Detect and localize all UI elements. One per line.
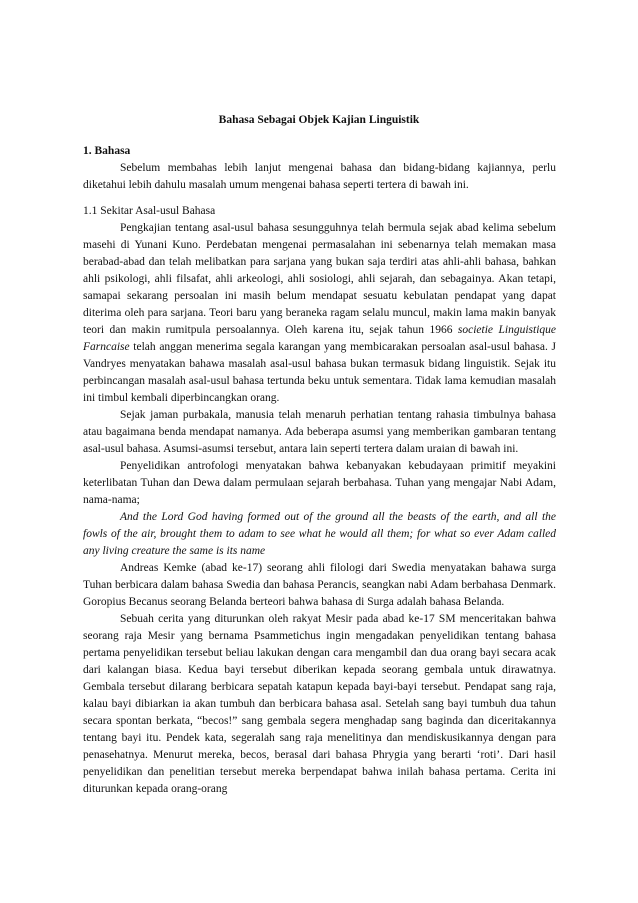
paragraph-text: Pengkajian tentang asal-usul bahasa sesungguhnya telah bermula sejak abad kelima sebelum masehi di Yunani Kuno. Perdebatan mengenai permasalahan ini sebenarnya telah memakan masa berabad-abad dan telah melibatkan para sarjana yang bukan saja terdiri atas ahli-ahli bahasa, bahkan ahli psikologi, ahli filsafat, ahli arkeologi, ahli sosiologi, ahli sejarah, dan sebagainya. Akan tetapi, samapai sekarang persoalan ini masih belum mendapat sesuatu kebulatan pendapat yang dapat diterima oleh para sarjana. Teori baru yang beraneka ragam selalu muncul, makin lama makin banyak teori dan makin rumitpula persoalannya. Oleh karena itu, sejak tahun 1966 xyxy=(83,222,556,336)
paragraph-purbakala: Sejak jaman purbakala, manusia telah menaruh perhatian tentang rahasia timbulnya bahasa atau bagaimana benda mendapat namanya. Ada beberapa asumsi yang memberikan gambaran tentang asal-usul bahasa. Asumsi-asumsi tersebut, antara lain seperti tertera dalam uraian di bawah ini. xyxy=(83,409,556,455)
spacer xyxy=(83,194,556,203)
paragraph-antrofologi: Penyelidikan antrofologi menyatakan bahwa kebanyakan kebudayaan primitif meyakini keterlibatan Tuhan dan Dewa dalam permulaan sejarah berbahasa. Tuhan yang mengajar Nabi Adam, nama-nama; xyxy=(83,460,556,506)
paragraph-text: telah anggan menerima segala karangan yang membicarakan persoalan asal-usul bahasa. J Vandryes menyatakan bahawa masalah asal-usul bahasa bukan termasuk bidang linguistik. Sejak itu perbincangan masalah asal-usul bahasa tertunda beku untuk sementara. Tidak lama kemudian masalah ini timbul kembali diperbincangkan orang. xyxy=(83,341,556,404)
paragraph-pengkajian xyxy=(83,220,556,407)
paragraph-mesir: Sebuah cerita yang diturunkan oleh rakyat Mesir pada abad ke-17 SM menceritakan bahwa seorang raja Mesir yang bernama Psammetichus ingin mengadakan penyelidikan tentang bahasa pertama penyelidikan tersebut beliau lakukan dengan cara mengambil dan dua orang bayi secara acak dari kalangan biasa. Kedua bayi tersebut diberikan kepada seorang gembala untuk dirawatnya. Gembala tersebut dilarang berbicara sepatah katapun kepada bayi-bayi tersebut. Pendapat sang raja, kalau bayi dibiarkan ia akan tumbuh dan berbicara bahasa asal. Setelah sang bayi tumbuh dua tahun secara spontan berkata, “becos!” sang gembala segera menghadap sang baginda dan diceritakannya tentang bayi itu. Pendek kata, segeralah sang raja menelitinya dan mendiskusikannya dengan para penasehatnya. Menurut mereka, becos, berasal dari bahasa Phrygia yang berarti ‘roti’. Dari hasil penyelidikan dan penelitian tersebut mereka berpendapat bahwa inilah bahasa pertama. Cerita ini diturunkan kepada orang-orang xyxy=(83,613,556,795)
italic-term: societie Linguistique Farncaise xyxy=(83,324,556,353)
document-body xyxy=(83,143,556,798)
bible-quote: And the Lord God having formed out of the ground all the beasts of the earth, and all the fowls of the air, brought them to adam to see what he would all them; for what so ever Adam called any living creature the same is its name xyxy=(83,511,556,557)
section-heading-bahasa: 1. Bahasa xyxy=(83,145,131,157)
subsection-heading-asal-usul: 1.1 Sekitar Asal-usul Bahasa xyxy=(83,205,216,217)
paragraph-kemke: Andreas Kemke (abad ke-17) seorang ahli filologi dari Swedia menyatakan bahawa surga Tuhan berbicara dalam bahasa Swedia dan bahasa Perancis, seangkan nabi Adam berbahasa Denmark. Goropius Becanus seorang Belanda berteori bahwa bahasa di Surga adalah bahasa Belanda. xyxy=(83,562,556,608)
document-title: Bahasa Sebagai Objek Kajian Linguistik xyxy=(218,114,420,126)
intro-paragraph: Sebelum membahas lebih lanjut mengenai bahasa dan bidang-bidang kajiannya, perlu diketahui lebih dahulu masalah umum mengenai bahasa seperti tertera di bawah ini. xyxy=(83,162,556,191)
